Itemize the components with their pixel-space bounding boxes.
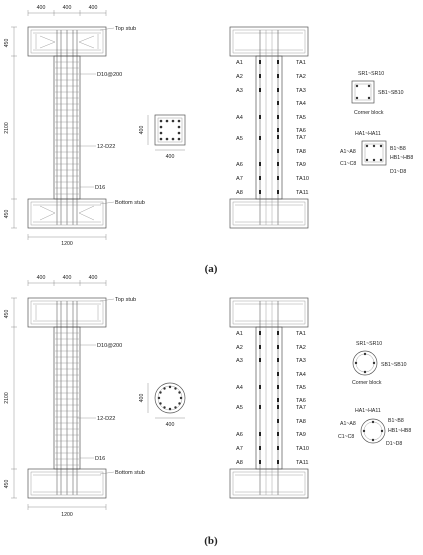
section-bottom-dim: 400 [165, 422, 175, 428]
gauge-ta3: TA3 [296, 358, 306, 364]
label-bottom-stub: Bottom stub [115, 470, 145, 476]
gauge-a2: A2 [236, 345, 243, 351]
gauge-a1: A1 [236, 60, 243, 66]
dim-top-3: 400 [88, 5, 98, 11]
gauge-a2: A2 [236, 74, 243, 80]
gauge-ta4: TA4 [296, 101, 306, 107]
panel-a-corner-block [352, 71, 404, 116]
dim-h-2100: 2100 [4, 392, 10, 404]
section-side-dim: 400 [139, 125, 145, 135]
section-d: D1~D8 [386, 441, 403, 447]
panel-b-gauge-elevation [230, 298, 309, 498]
label-top-stub: Top stub [115, 26, 137, 32]
gauge-a6: A6 [236, 162, 243, 168]
label-long-bar: 12-D22 [97, 416, 116, 422]
corner-sb: SB1~SB10 [378, 90, 404, 96]
dim-base: 1200 [61, 512, 73, 518]
panel-b-top-dimension [28, 275, 106, 286]
dim-top-2: 400 [62, 5, 72, 11]
dim-h-450-bottom: 450 [4, 209, 10, 219]
label-d16: D16 [95, 185, 106, 191]
dim-h-450-bottom: 450 [4, 479, 10, 489]
gauge-ta9: TA9 [296, 432, 306, 438]
panel-a [4, 5, 413, 275]
gauge-ta11: TA11 [296, 190, 309, 196]
panel-b-corner-block [352, 341, 407, 386]
section-a: A1~A8 [340, 149, 356, 155]
section-ha: HA1~HA11 [355, 408, 381, 414]
panel-b-circular-section [139, 383, 185, 428]
gauge-ta2: TA2 [296, 345, 306, 351]
label-stirrup: D10@200 [97, 72, 123, 78]
dim-h-2100: 2100 [4, 122, 10, 134]
panel-a-gauge-elevation [230, 27, 309, 228]
panel-a-base-dimension [28, 234, 106, 247]
dim-top-3: 400 [88, 275, 98, 281]
dim-h-450-top: 450 [4, 38, 10, 48]
gauge-a6: A6 [236, 432, 243, 438]
panel-b-left-dimension [4, 298, 17, 498]
section-bottom-dim: 400 [165, 154, 175, 160]
gauge-ta8: TA8 [296, 149, 306, 155]
section-c: C1~C8 [340, 161, 357, 167]
section-side-dim: 400 [139, 393, 145, 403]
caption-b: (b) [204, 535, 218, 547]
gauge-a8: A8 [236, 190, 243, 196]
gauge-ta1: TA1 [296, 60, 306, 66]
gauge-ta5: TA5 [296, 115, 306, 121]
panel-b-base-dimension [28, 504, 106, 518]
gauge-a3: A3 [236, 88, 243, 94]
gauge-a8: A8 [236, 460, 243, 466]
corner-sr: SR1~SR10 [358, 71, 385, 77]
section-hb: HB1~HB8 [390, 155, 414, 161]
section-b: B1~B8 [390, 146, 406, 152]
dim-top-1: 400 [36, 5, 46, 11]
gauge-a7: A7 [236, 176, 243, 182]
corner-sb: SB1~SB10 [381, 362, 407, 368]
gauge-ta4: TA4 [296, 372, 306, 378]
corner-title: Corner block [352, 380, 382, 386]
corner-sr: SR1~SR10 [356, 341, 383, 347]
panel-b [4, 275, 411, 547]
gauge-a4: A4 [236, 385, 243, 391]
gauge-ta6: TA6 [296, 398, 306, 404]
gauge-a5: A5 [236, 405, 243, 411]
gauge-ta3: TA3 [296, 88, 306, 94]
panel-a-square-section [139, 115, 185, 160]
label-top-stub: Top stub [115, 297, 137, 303]
dim-top-1: 400 [36, 275, 46, 281]
corner-title: Corner block [354, 110, 384, 116]
section-hb: HB1~HB8 [388, 428, 412, 434]
panel-b-section-gauges [338, 408, 411, 447]
gauge-ta8: TA8 [296, 419, 306, 425]
gauge-a1: A1 [236, 331, 243, 337]
gauge-ta11: TA11 [296, 460, 309, 466]
gauge-ta7: TA7 [296, 405, 306, 411]
label-d16: D16 [95, 456, 106, 462]
gauge-ta7: TA7 [296, 135, 306, 141]
panel-a-top-dimension [28, 5, 106, 16]
gauge-ta10: TA10 [296, 446, 309, 452]
gauge-ta5: TA5 [296, 385, 306, 391]
gauge-ta9: TA9 [296, 162, 306, 168]
gauge-a4: A4 [236, 115, 243, 121]
gauge-ta2: TA2 [296, 74, 306, 80]
caption-a: (a) [204, 263, 218, 275]
label-bottom-stub: Bottom stub [115, 200, 145, 206]
panel-b-column [54, 301, 80, 495]
gauge-ta10: TA10 [296, 176, 309, 182]
dim-h-450-top: 450 [4, 309, 10, 319]
dim-base: 1200 [61, 241, 73, 247]
section-a: A1~A8 [340, 421, 356, 427]
panel-a-left-dimension [4, 27, 17, 228]
label-long-bar: 12-D22 [97, 144, 116, 150]
section-ha: HA1~HA11 [355, 131, 381, 137]
gauge-a5: A5 [236, 136, 243, 142]
panel-a-column [54, 30, 80, 225]
section-d: D1~D8 [390, 169, 407, 175]
gauge-a3: A3 [236, 358, 243, 364]
section-c: C1~C8 [338, 434, 355, 440]
gauge-ta6: TA6 [296, 128, 306, 134]
label-stirrup: D10@200 [97, 343, 123, 349]
gauge-ta1: TA1 [296, 331, 306, 337]
panel-a-section-gauges [340, 131, 413, 175]
section-b: B1~B8 [388, 418, 404, 424]
dim-top-2: 400 [62, 275, 72, 281]
gauge-a7: A7 [236, 446, 243, 452]
